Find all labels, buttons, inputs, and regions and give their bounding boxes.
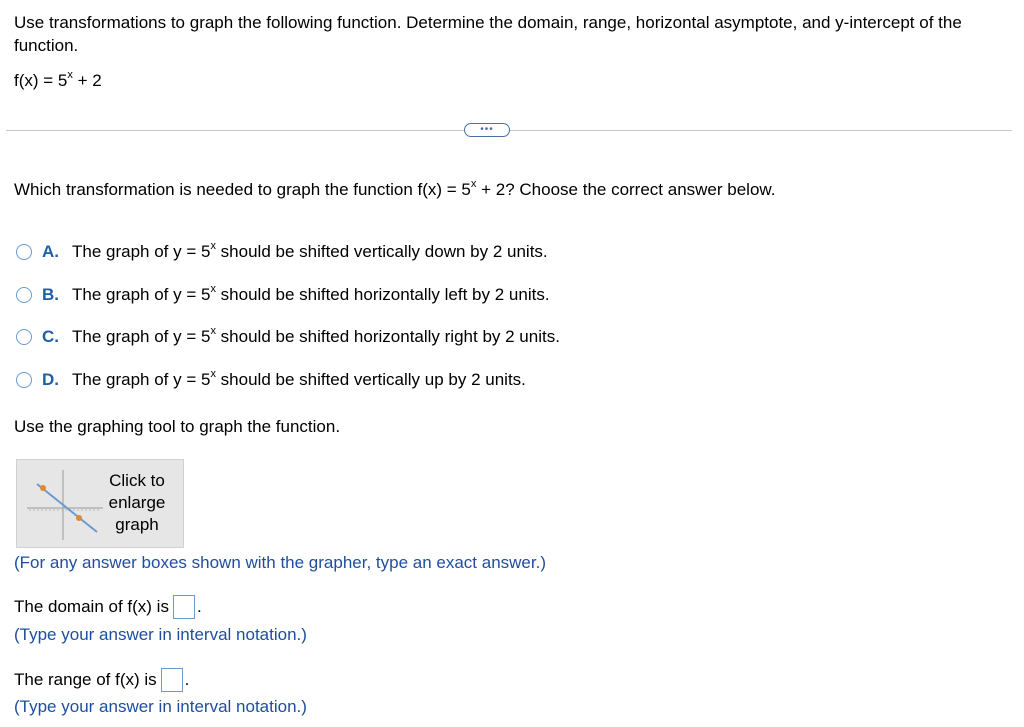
option-text: The graph of $y = 5^x$ should be shifted horizontally left by 2 units. — [72, 283, 550, 304]
radio-button[interactable] — [16, 244, 32, 260]
show-more-button[interactable]: ••• — [464, 123, 510, 137]
option-text: The graph of $y = 5^x$ should be shifted vertically down by 2 units. — [72, 240, 548, 261]
option-c[interactable] — [16, 325, 560, 349]
graph-thumbnail-icon — [27, 468, 103, 540]
range-question: The range of f(x) is . — [14, 668, 189, 692]
radio-button[interactable] — [16, 287, 32, 303]
radio-button[interactable] — [16, 329, 32, 345]
option-d[interactable] — [16, 368, 526, 392]
question-prompt: Which transformation is needed to graph the function $f(x) = 5^x + 2$? Choose the correct answer below. — [14, 178, 776, 199]
enlarge-graph-button[interactable] — [16, 459, 184, 548]
question-instructions: Use transformations to graph the following function. Determine the domain, range, horizontal asymptote, and y-intercept of the function. — [14, 13, 962, 55]
function-expression: $f(x) = 5^x + 2$ — [14, 69, 102, 90]
option-text: The graph of $y = 5^x$ should be shifted vertically up by 2 units. — [72, 368, 526, 389]
domain-label: The domain of f(x) is — [14, 597, 169, 616]
option-b[interactable] — [16, 283, 550, 307]
option-letter: B. — [42, 285, 59, 304]
domain-answer-input[interactable] — [173, 595, 195, 619]
option-letter: A. — [42, 242, 59, 261]
option-letter: D. — [42, 370, 59, 389]
radio-button[interactable] — [16, 372, 32, 388]
domain-question: The domain of f(x) is . — [14, 595, 202, 619]
range-answer-input[interactable] — [161, 668, 183, 692]
range-hint: (Type your answer in interval notation.) — [14, 697, 307, 716]
option-letter: C. — [42, 327, 59, 346]
range-label: The range of f(x) is — [14, 670, 157, 689]
option-text: The graph of $y = 5^x$ should be shifted horizontally right by 2 units. — [72, 325, 560, 346]
domain-hint: (Type your answer in interval notation.) — [14, 625, 307, 644]
grapher-note: (For any answer boxes shown with the grapher, type an exact answer.) — [14, 553, 546, 572]
enlarge-graph-label: Click to enlarge graph — [108, 471, 166, 534]
option-a[interactable] — [16, 240, 548, 264]
graph-instruction: Use the graphing tool to graph the function. — [14, 417, 341, 436]
